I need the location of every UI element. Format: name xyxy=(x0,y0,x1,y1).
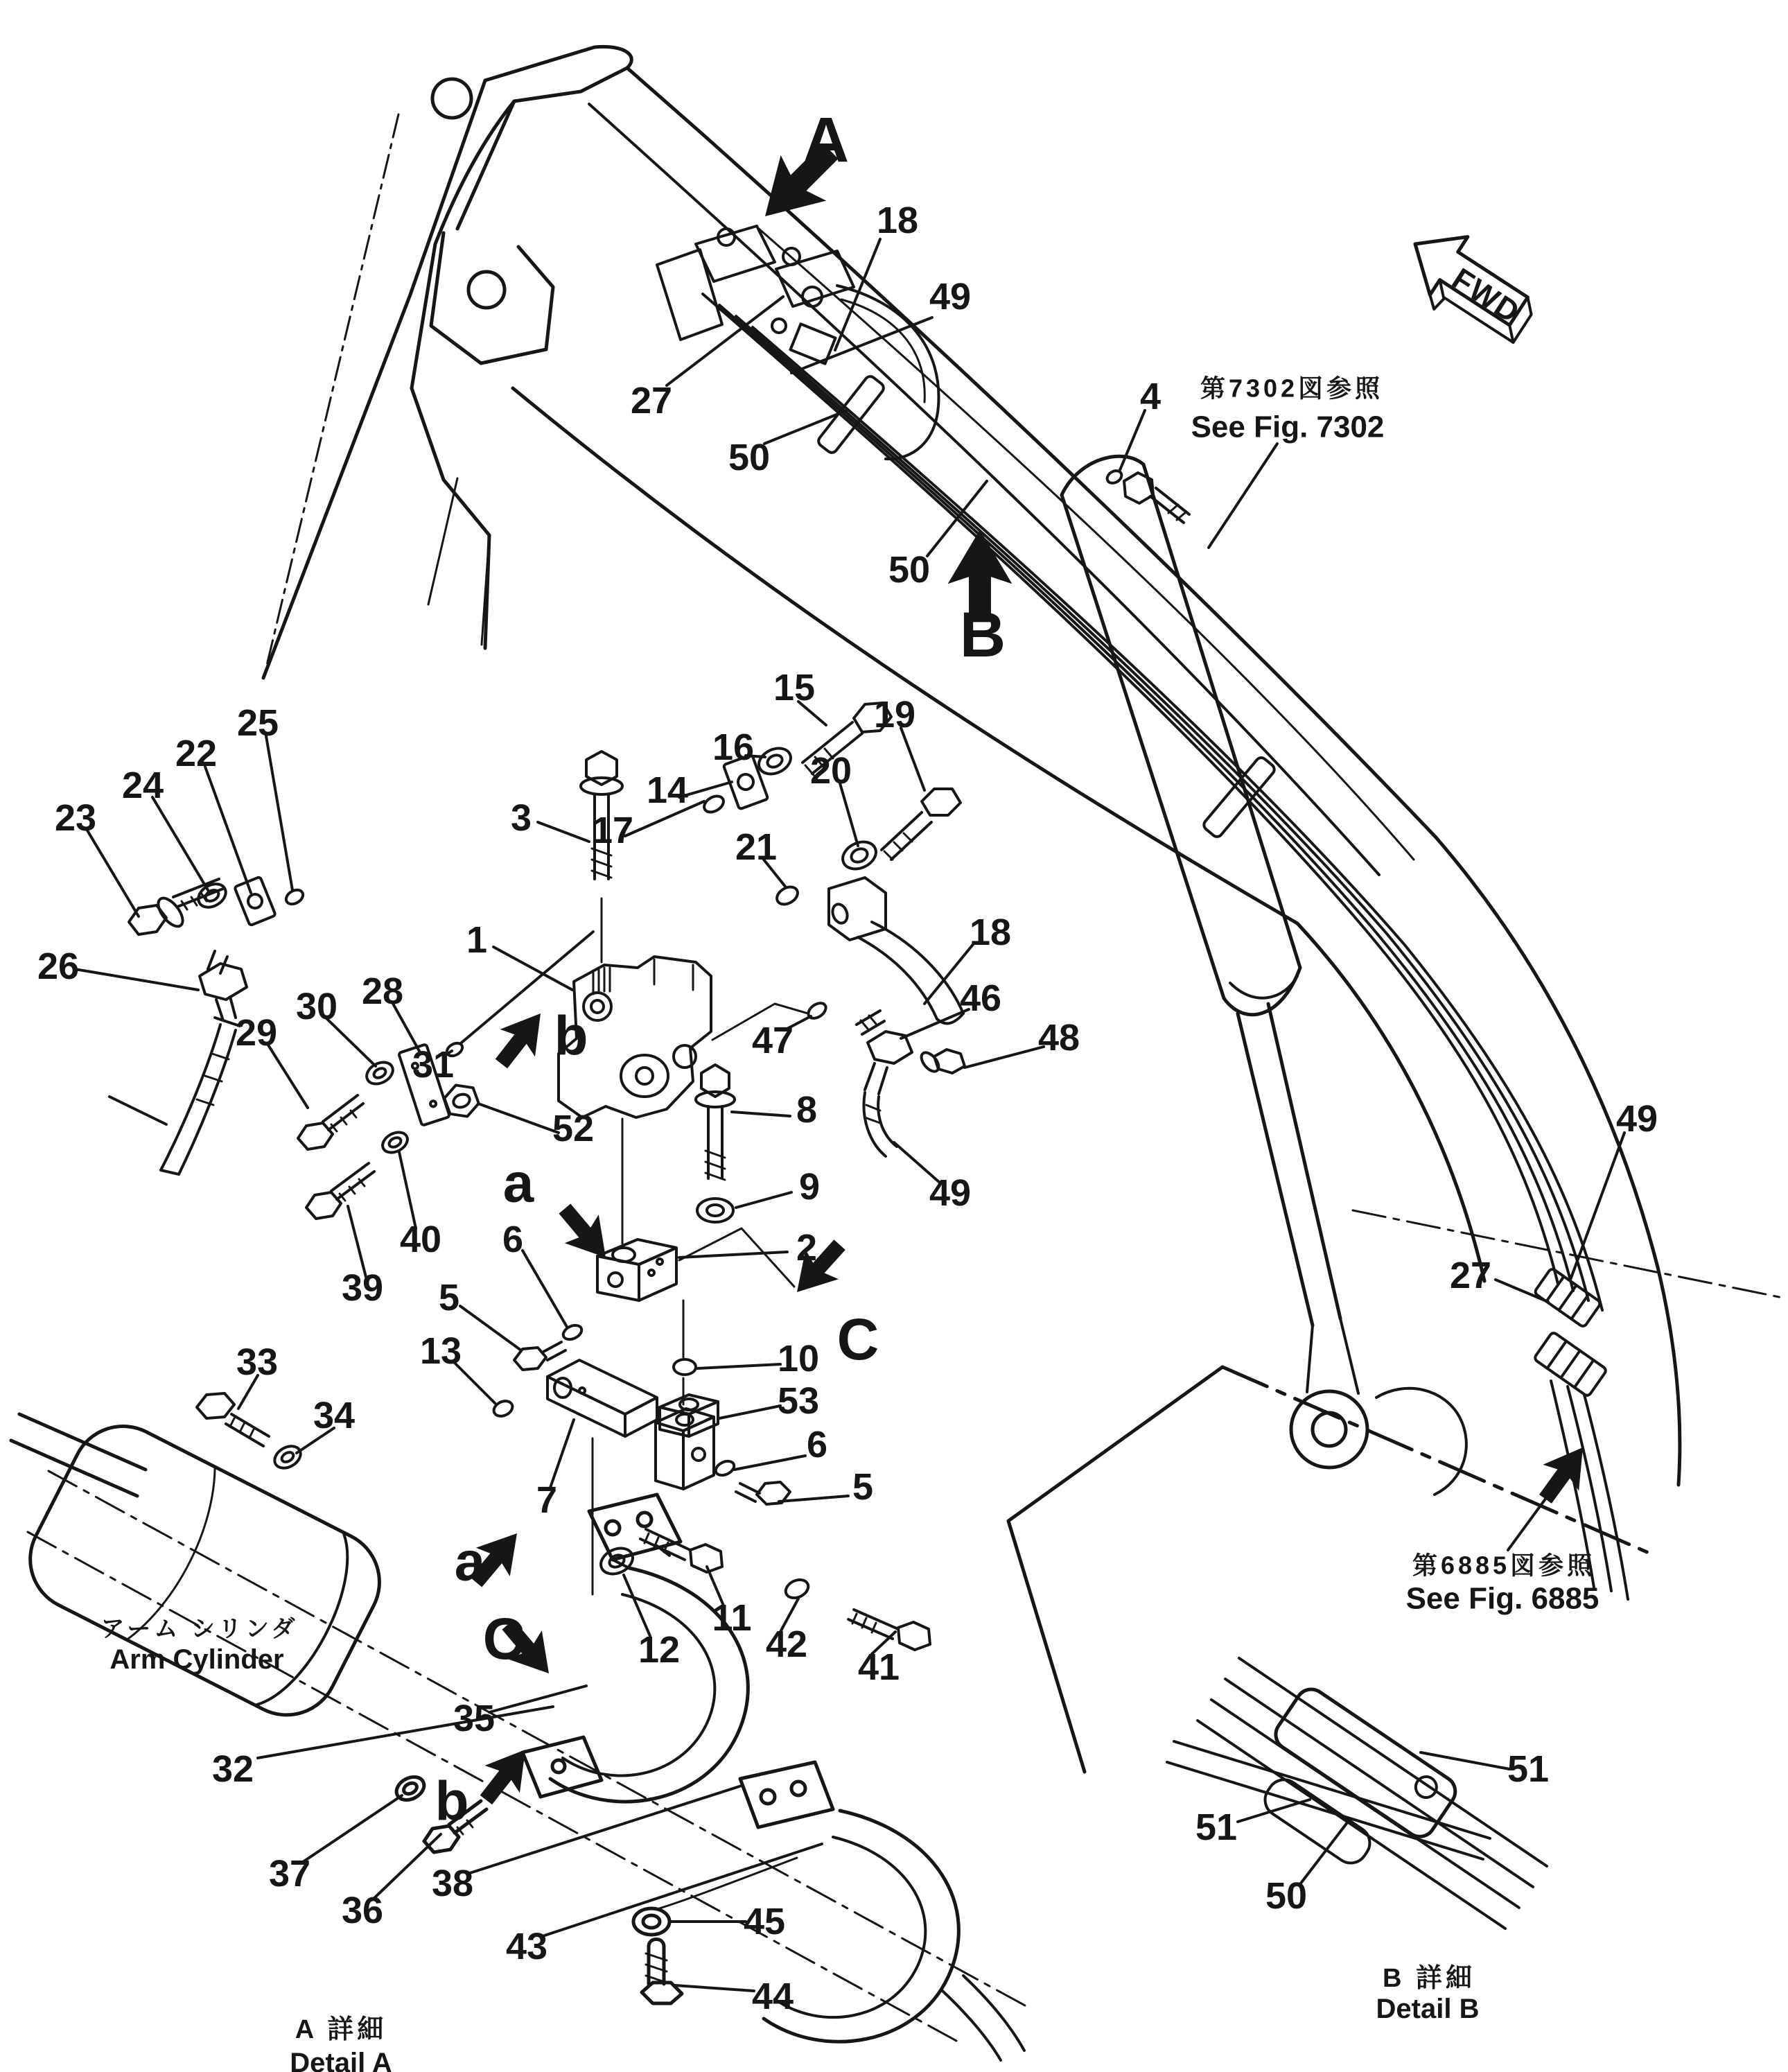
callout-18-0: 18 xyxy=(876,200,919,241)
fwd-label: FWD xyxy=(1446,261,1527,331)
leader-lines xyxy=(75,239,1624,1991)
o-ring-42 xyxy=(783,1576,812,1601)
bolt-44 xyxy=(642,1940,682,2004)
o-ring-6-upper xyxy=(561,1323,584,1342)
leader-line-17 xyxy=(109,1097,166,1124)
leader-line-41 xyxy=(719,1406,780,1418)
notes xyxy=(100,374,1599,2072)
leader-line-54 xyxy=(301,1795,402,1863)
leader-line-5 xyxy=(1209,444,1277,548)
note-detail-b-en: Detail B xyxy=(1376,1994,1480,2024)
leader-line-16 xyxy=(75,969,198,990)
leader-line-63 xyxy=(1421,1752,1509,1769)
callout-7-42: 7 xyxy=(536,1479,558,1521)
callout-21-17: 21 xyxy=(735,826,778,868)
callout-19-19: 19 xyxy=(873,694,916,735)
leader-line-35 xyxy=(460,1306,521,1350)
callout-12-46: 12 xyxy=(638,1629,681,1671)
hose-27-left xyxy=(161,1018,240,1174)
note-fig6885-jp: 第6885図参照 xyxy=(1412,1551,1596,1580)
plug-bolt-5-upper xyxy=(514,1342,566,1370)
callout-17-9: 17 xyxy=(591,810,634,851)
plug-bolt-48 xyxy=(918,1050,965,1074)
leader-line-15 xyxy=(87,830,139,916)
washer-45 xyxy=(633,1908,669,1935)
callout-28-26: 28 xyxy=(361,970,404,1012)
callout-38-53: 38 xyxy=(431,1863,474,1904)
section-b-upper-arrow xyxy=(484,1000,558,1077)
leader-line-38 xyxy=(736,1192,791,1208)
callout-30-27: 30 xyxy=(295,986,338,1027)
callout-20-18: 20 xyxy=(809,750,852,792)
bolt-8 xyxy=(696,1065,735,1180)
callout-5-44: 5 xyxy=(852,1466,874,1508)
bolt-33 xyxy=(197,1393,269,1446)
o-ring-25 xyxy=(283,887,306,907)
leader-line-3 xyxy=(764,410,847,444)
bolt-3 xyxy=(581,751,622,962)
callout-46-21: 46 xyxy=(959,977,1002,1019)
callout-35-49: 35 xyxy=(453,1698,496,1739)
leader-line-11 xyxy=(538,822,589,842)
callout-8-34: 8 xyxy=(796,1089,818,1131)
bolt-29 xyxy=(298,1095,363,1149)
leader-line-60 xyxy=(1570,1133,1624,1280)
callout-51-60: 51 xyxy=(1195,1807,1238,1848)
arm-tip-plate xyxy=(1008,1210,1782,1772)
callout-3-10: 3 xyxy=(510,797,532,839)
callout-50-5: 50 xyxy=(888,549,931,591)
callout-49-57: 49 xyxy=(1615,1098,1658,1140)
section-c-upper-arrow xyxy=(780,1230,856,1307)
leader-line-34 xyxy=(348,1206,366,1277)
callout-36-52: 36 xyxy=(341,1890,384,1931)
leader-line-49 xyxy=(624,1575,650,1636)
elbow-26 xyxy=(200,951,247,1020)
note-fig7302-en: See Fig. 7302 xyxy=(1191,410,1385,444)
callout-26-15: 26 xyxy=(37,946,80,987)
leader-line-46 xyxy=(735,1456,805,1470)
view-marker-C-4: C xyxy=(836,1307,879,1372)
hydraulic-pipes xyxy=(703,294,1602,1310)
leader-line-40 xyxy=(697,1364,780,1368)
note-detail-a-jp: A 詳細 xyxy=(295,2015,387,2044)
callout-2-36: 2 xyxy=(796,1227,818,1269)
bolt-39 xyxy=(306,1163,374,1219)
o-ring-10 xyxy=(674,1359,696,1375)
callout-45-55: 45 xyxy=(743,1901,786,1942)
top-clamp-cluster xyxy=(657,226,938,459)
leader-line-36 xyxy=(523,1251,567,1327)
washer-40 xyxy=(379,1129,411,1157)
arm-cylinder-main xyxy=(1062,456,1367,1468)
leader-line-14 xyxy=(152,797,208,890)
view-marker-A-0: A xyxy=(803,105,850,175)
view-marker-C-6: C xyxy=(482,1606,525,1671)
callout-41-48: 41 xyxy=(857,1646,900,1688)
leader-line-47 xyxy=(779,1496,848,1501)
callout-34-41: 34 xyxy=(313,1395,356,1436)
callout-42-47: 42 xyxy=(765,1623,808,1665)
leader-line-32 xyxy=(478,1104,559,1133)
callout-50-61: 50 xyxy=(1265,1875,1308,1917)
o-ring-21 xyxy=(774,883,801,907)
leader-line-21 xyxy=(901,728,924,790)
callout-6-33: 6 xyxy=(502,1219,524,1260)
o-ring-17 xyxy=(701,793,726,815)
callout-15-6: 15 xyxy=(773,667,816,708)
view-marker-a-2: a xyxy=(502,1151,534,1214)
bolt-19 xyxy=(882,789,961,860)
callout-50-3: 50 xyxy=(728,437,771,478)
bolt-41 xyxy=(848,1610,930,1650)
leader-line-37 xyxy=(732,1112,790,1116)
leader-line-24 xyxy=(965,1047,1044,1068)
callout-48-22: 48 xyxy=(1037,1017,1080,1059)
callout-9-35: 9 xyxy=(798,1166,821,1208)
junction-block-2 xyxy=(597,1239,676,1300)
callout-44-56: 44 xyxy=(751,1976,794,2017)
boom-foot xyxy=(263,46,631,678)
leader-line-0 xyxy=(835,239,880,350)
callout-27-2: 27 xyxy=(630,380,673,421)
callout-27-58: 27 xyxy=(1449,1255,1492,1296)
nut-52 xyxy=(441,1080,482,1122)
right-pipe-fittings xyxy=(1534,1268,1628,1599)
washer-20 xyxy=(839,837,881,874)
callout-10-37: 10 xyxy=(777,1338,820,1379)
leader-line-53 xyxy=(258,1707,553,1758)
callout-49-24: 49 xyxy=(929,1172,972,1214)
view-marker-b-3: b xyxy=(554,1004,588,1067)
callout-18-20: 18 xyxy=(969,912,1012,953)
leader-line-59 xyxy=(675,1985,754,1991)
plate-22 xyxy=(234,877,276,926)
note-fig6885-en: See Fig. 6885 xyxy=(1405,1581,1599,1616)
fitting-46 xyxy=(857,1011,912,1156)
washer-16 xyxy=(755,743,795,778)
callout-23-14: 23 xyxy=(54,797,97,839)
detail-b-view xyxy=(1167,1658,1550,1929)
washer-9 xyxy=(697,1199,733,1222)
note-fig7302-jp: 第7302図参照 xyxy=(1200,374,1384,403)
view-marker-a-5: a xyxy=(454,1530,486,1592)
callout-4-4: 4 xyxy=(1139,376,1162,417)
callout-53-38: 53 xyxy=(777,1380,820,1422)
callout-13-39: 13 xyxy=(419,1330,462,1372)
callout-24-13: 24 xyxy=(121,765,164,806)
callout-51-59: 51 xyxy=(1507,1748,1550,1790)
note-arm-cylinder-jp: アーム シリンダ xyxy=(100,1616,299,1642)
leader-line-12 xyxy=(266,736,292,890)
callout-25-11: 25 xyxy=(236,702,279,744)
washer-24 xyxy=(194,880,229,912)
note-arm-cylinder-en: Arm Cylinder xyxy=(109,1644,284,1675)
note-detail-a-en: Detail A xyxy=(290,2048,392,2072)
callout-1-16: 1 xyxy=(466,919,488,961)
callout-39-31: 39 xyxy=(341,1267,384,1309)
callout-52-29: 52 xyxy=(552,1108,595,1149)
view-marker-b-7: b xyxy=(435,1770,469,1832)
leader-line-20 xyxy=(840,783,858,846)
callout-49-1: 49 xyxy=(929,276,972,317)
part-callouts xyxy=(37,200,1658,2017)
leader-line-45 xyxy=(550,1420,574,1488)
leader-line-33 xyxy=(399,1152,416,1228)
fitting-18 xyxy=(829,878,963,1023)
leader-line-65 xyxy=(1300,1819,1350,1884)
callout-5-32: 5 xyxy=(438,1277,460,1318)
washer-30 xyxy=(363,1058,396,1088)
callout-33-40: 33 xyxy=(236,1341,279,1383)
o-ring-6-lower xyxy=(714,1459,737,1478)
callout-29-28: 29 xyxy=(235,1012,278,1054)
callout-32-50: 32 xyxy=(211,1748,254,1790)
callout-14-8: 14 xyxy=(646,769,689,811)
leader-line-13 xyxy=(205,767,251,893)
callout-31-25: 31 xyxy=(412,1044,455,1086)
note-detail-b-jp: B 詳細 xyxy=(1382,1964,1476,1993)
callout-16-7: 16 xyxy=(712,726,755,768)
callout-22-12: 22 xyxy=(175,733,218,774)
callout-6-43: 6 xyxy=(806,1424,828,1465)
washer-34 xyxy=(271,1442,305,1472)
leader-line-64 xyxy=(1238,1800,1310,1822)
callout-37-51: 37 xyxy=(268,1853,311,1895)
callout-47-23: 47 xyxy=(751,1020,794,1061)
callout-40-30: 40 xyxy=(399,1219,442,1260)
callout-43-54: 43 xyxy=(505,1926,548,1967)
callout-11-45: 11 xyxy=(712,1597,752,1639)
view-marker-B-1: B xyxy=(959,600,1006,670)
